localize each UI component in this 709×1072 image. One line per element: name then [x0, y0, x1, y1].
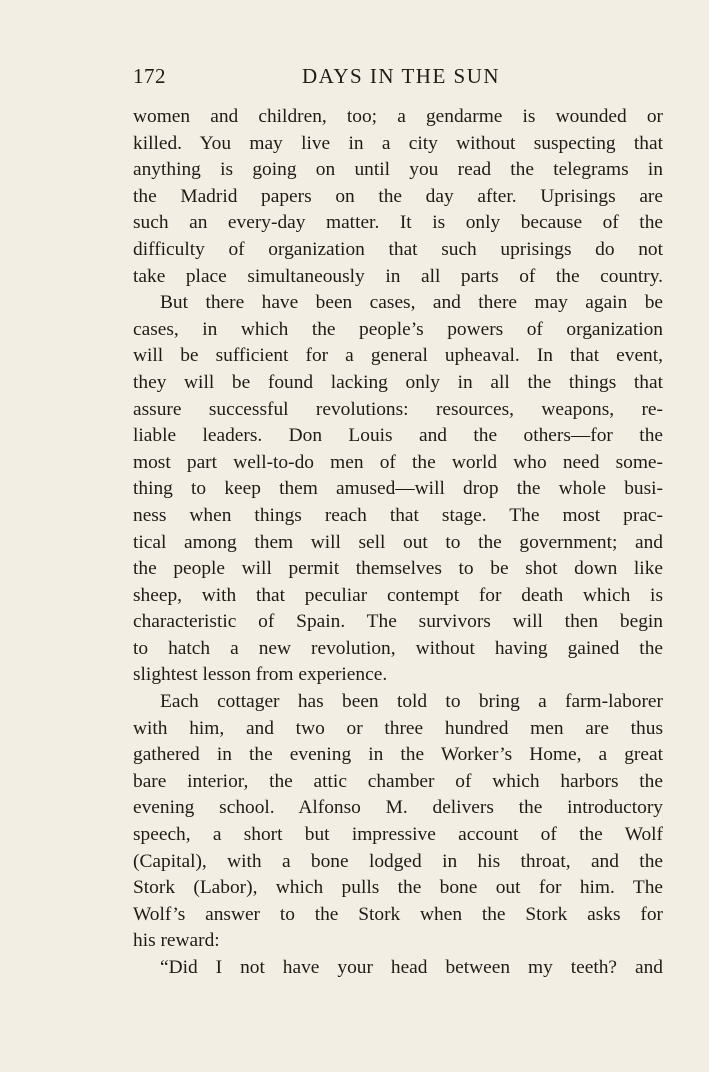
text-line: Wolf’s answer to the Stork when the Stork asks for	[133, 903, 663, 925]
text-line: difficulty of organization that such uprisings do not	[133, 238, 663, 260]
text-line: (Capital), with a bone lodged in his throat, and the	[133, 850, 663, 872]
text-line: Stork (Labor), which pulls the bone out for him. The	[133, 877, 663, 899]
paragraph	[133, 290, 663, 689]
text-line: liable leaders. Don Louis and the others—for the	[133, 425, 663, 447]
text-line: the people will permit themselves to be shot down like	[133, 558, 663, 580]
text-line: will be sufficient for a general upheaval. In that event,	[133, 345, 663, 367]
text-line: to hatch a new revolution, without having gained the	[133, 637, 663, 659]
text-line: characteristic of Spain. The survivors will then begin	[133, 611, 663, 633]
running-header	[133, 64, 669, 94]
paragraph	[133, 689, 663, 955]
text-line: they will be found lacking only in all the things that	[133, 371, 663, 393]
text-line: But there have been cases, and there may again be	[160, 292, 663, 314]
text-line: speech, a short but impressive account of the Wolf	[133, 824, 663, 846]
text-line: ness when things reach that stage. The most prac-	[133, 504, 663, 526]
text-line: anything is going on until you read the telegrams in	[133, 159, 663, 181]
text-line: killed. You may live in a city without suspecting that	[133, 132, 663, 154]
text-line: sheep, with that peculiar contempt for death which is	[133, 584, 663, 606]
text-line: cases, in which the people’s powers of organization	[133, 318, 663, 340]
text-line: thing to keep them amused—will drop the whole busi-	[133, 478, 663, 500]
text-line: most part well-to-do men of the world who need some-	[133, 451, 663, 473]
text-line: with him, and two or three hundred men are thus	[133, 717, 663, 739]
text-line: evening school. Alfonso M. delivers the introductory	[133, 797, 663, 819]
book-title: DAYS IN THE SUN	[301, 64, 501, 88]
text-line: gathered in the evening in the Worker’s Home, a great	[133, 744, 663, 766]
text-line: bare interior, the attic chamber of which harbors the	[133, 770, 663, 792]
text-line: his reward:	[133, 930, 220, 952]
text-line: such an every-day matter. It is only because of the	[133, 212, 663, 234]
text-line: take place simultaneously in all parts of the country.	[133, 265, 663, 287]
body-text	[133, 104, 663, 982]
text-line: the Madrid papers on the day after. Uprisings are	[133, 185, 663, 207]
paragraph	[133, 104, 663, 290]
text-line: tical among them will sell out to the government; and	[133, 531, 663, 553]
text-line: assure successful revolutions: resources, weapons, re-	[133, 398, 663, 420]
text-line: “Did I not have your head between my teeth? and	[160, 957, 663, 978]
text-line: slightest lesson from experience.	[133, 664, 388, 686]
text-line: Each cottager has been told to bring a farm-laborer	[160, 691, 663, 713]
text-line: women and children, too; a gendarme is wounded or	[133, 106, 663, 127]
page-number: 172	[133, 64, 166, 88]
paragraph	[133, 955, 663, 982]
